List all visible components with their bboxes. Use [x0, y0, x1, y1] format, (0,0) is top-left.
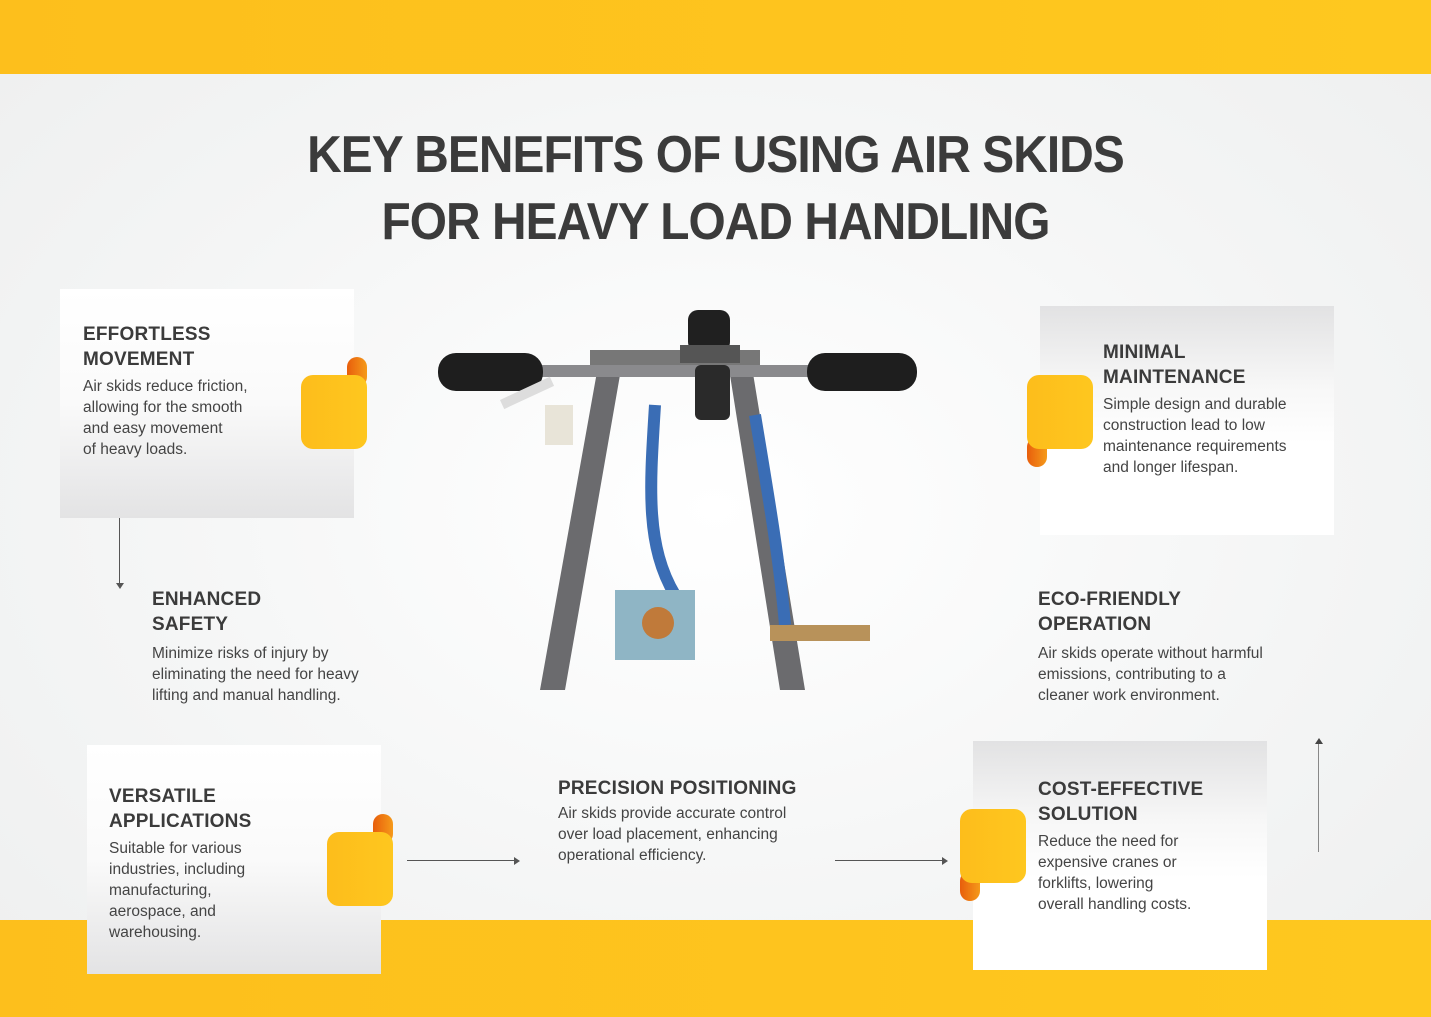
heading: PRECISION POSITIONING [558, 778, 797, 799]
folded-tab-icon [327, 814, 393, 906]
folded-tab-icon [960, 809, 1026, 901]
arrow-down [119, 518, 120, 584]
arrowhead-icon [1315, 738, 1323, 744]
page-title [0, 122, 1431, 256]
arrowhead-icon [116, 583, 124, 589]
heading: MINIMAL [1103, 342, 1186, 363]
desc-line: operational efficiency. [558, 847, 707, 864]
desc-line: Air skids provide accurate control [558, 805, 787, 822]
effortless-text [83, 322, 283, 460]
desc-line: Simple design and durable [1103, 396, 1287, 413]
heading: VERSATILE [109, 786, 217, 807]
top-band [0, 0, 1431, 74]
desc-line: Minimize risks of injury by [152, 645, 329, 662]
arrow-right [835, 860, 943, 861]
heading: SOLUTION [1038, 804, 1138, 825]
desc-line: lifting and manual handling. [152, 687, 341, 704]
arrowhead-icon [942, 857, 948, 865]
versatile-text [109, 784, 309, 943]
heading: OPERATION [1038, 614, 1152, 635]
desc-line: overall handling costs. [1038, 896, 1192, 913]
desc-line: Reduce the need for [1038, 833, 1179, 850]
desc-line: eliminating the need for heavy [152, 666, 359, 683]
desc-line: emissions, contributing to a [1038, 666, 1226, 683]
desc-line: over load placement, enhancing [558, 826, 778, 843]
heading: EFFORTLESS [83, 324, 211, 345]
heading: ENHANCED [152, 589, 262, 610]
cost-text [1038, 777, 1258, 915]
arrowhead-icon [514, 857, 520, 865]
desc-line: allowing for the smooth [83, 399, 243, 416]
heading: APPLICATIONS [109, 811, 252, 832]
folded-tab-icon [1027, 375, 1093, 467]
precision-text [558, 776, 838, 866]
desc-line: Air skids operate without harmful [1038, 645, 1263, 662]
desc-line: forklifts, lowering [1038, 875, 1154, 892]
desc-line: maintenance requirements [1103, 438, 1287, 455]
maintenance-text [1103, 340, 1323, 478]
arrow-up [1318, 744, 1319, 852]
desc-line: of heavy loads. [83, 441, 188, 458]
desc-line: manufacturing, [109, 882, 212, 899]
desc-line: industries, including [109, 861, 246, 878]
desc-line: and easy movement [83, 420, 223, 437]
heading: SAFETY [152, 614, 229, 635]
desc-line: Air skids reduce friction, [83, 378, 248, 395]
eco-text [1038, 587, 1318, 706]
heading: MOVEMENT [83, 349, 195, 370]
desc-line: aerospace, and [109, 903, 216, 920]
desc-line: and longer lifespan. [1103, 459, 1239, 476]
safety-text [152, 587, 412, 706]
folded-tab-icon [301, 357, 367, 449]
arrow-right [407, 860, 515, 861]
desc-line: construction lead to low [1103, 417, 1265, 434]
heading: MAINTENANCE [1103, 367, 1246, 388]
desc-line: expensive cranes or [1038, 854, 1177, 871]
title-line-1: KEY BENEFITS OF USING AIR SKIDS [307, 126, 1124, 184]
air-skid-handle-image [430, 305, 930, 695]
heading: COST-EFFECTIVE [1038, 779, 1204, 800]
heading: ECO-FRIENDLY [1038, 589, 1182, 610]
desc-line: Suitable for various [109, 840, 242, 857]
desc-line: warehousing. [109, 924, 202, 941]
desc-line: cleaner work environment. [1038, 687, 1220, 704]
title-line-2: FOR HEAVY LOAD HANDLING [381, 193, 1050, 251]
